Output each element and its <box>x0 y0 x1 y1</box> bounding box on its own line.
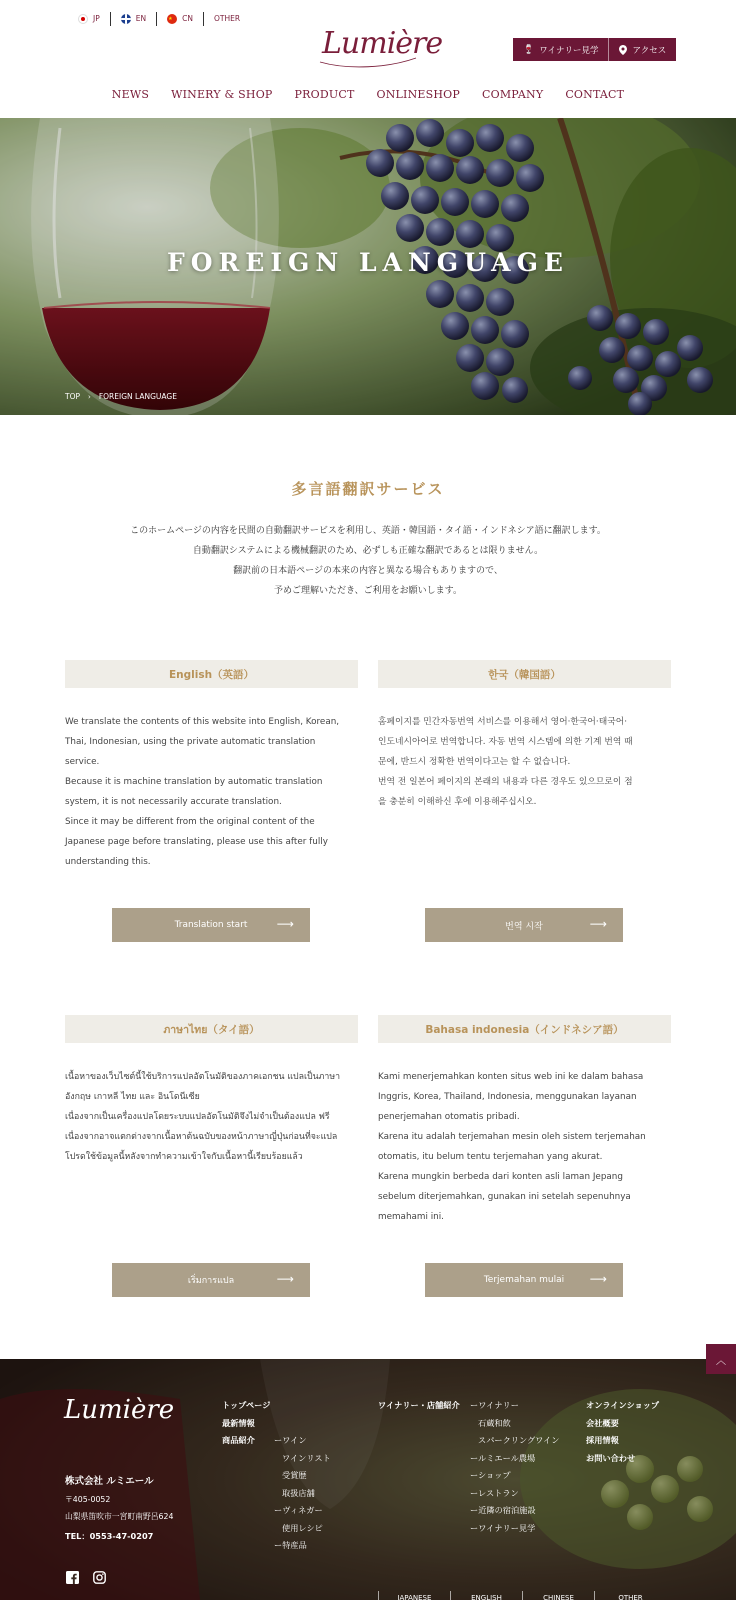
footer-link-winery[interactable]: ーワイナリー <box>470 1400 519 1410</box>
nav-contact[interactable]: CONTACT <box>565 88 625 101</box>
winery-tour-label: ワイナリー見学 <box>539 45 599 56</box>
footer-link-awards[interactable]: 受賞歴 <box>282 1470 307 1480</box>
english-translate-label: Translation start <box>174 920 248 930</box>
footer-link-stores[interactable]: 取扱店舗 <box>282 1487 315 1498</box>
footer-link-farm[interactable]: ールミエール農場 <box>470 1452 536 1463</box>
uk-flag-icon <box>121 14 131 24</box>
thai-card-body: เนื้อหาของเว็บไซต์นี้ใช้บริการแปลอัตโนมัติของภาคเอกชน แปลเป็นภาษา อังกฤษ เกาหลี ไทย และ อินโดนีเซีย เนื่องจากเป็นเครื่องแปลโดยระบบแปลอัตโนมัติจึงไม่จำเป็นต้องแปล ฟรี เนื่องจากอาจแตกต่างจากเนื้อหาต้นฉบับของหน้าภาษาญี่ปุ่นก่อนที่จะแปล โปรดใช้ข้อมูลนี้หลังจากทำความเข้าใจกับเนื้อหานี้เรียบร้อยแล้ว <box>65 1072 341 1162</box>
breadcrumb-current: FOREIGN LANGUAGE <box>98 392 177 401</box>
access-button[interactable] <box>608 38 676 61</box>
footer-address: 山梨県笛吹市一宮町南野呂624 <box>65 1512 174 1521</box>
page-top-button[interactable] <box>706 1344 736 1374</box>
footer-link-products[interactable]: 商品紹介 <box>222 1435 255 1445</box>
language-switcher <box>78 12 250 26</box>
indonesian-card-body: Kami menerjemahkan konten situs web ini ke dalam bahasa Inggris, Korea, Thailand, Indonesia, menggunakan layanan penerjemahan otomatis pribadi. Karena itu adalah terjemahan mesin oleh sistem terjemahan otomatis, itu belum tentu terjemahan yang akurat. Karena mungkin berbeda dari konten asli laman Jepang sebelum diterjemahkan, gunakan ini setelah sepenuhnya memahami ini. <box>378 1072 646 1222</box>
intro-text <box>0 521 736 601</box>
footer-lang-japanese[interactable]: JAPANESE <box>378 1591 450 1600</box>
page-title: FOREIGN LANGUAGE <box>167 248 569 277</box>
footer-link-wine[interactable]: ーワイン <box>274 1435 307 1445</box>
footer-winery-sublinks <box>470 1397 559 1537</box>
footer-products-sublinks <box>274 1432 331 1555</box>
access-label: アクセス <box>632 45 667 56</box>
indonesian-card-title: Bahasa indonesia（インドネシア語） <box>378 1015 671 1043</box>
instagram-link[interactable] <box>93 1569 106 1588</box>
footer-phone: TEL：0553-47-0207 <box>65 1531 154 1541</box>
arrow-right-icon: ⟶ <box>276 1272 294 1286</box>
breadcrumb <box>65 392 177 401</box>
footer-link-recipes[interactable]: 使用レシピ <box>282 1522 323 1533</box>
footer-language-links <box>378 1591 666 1600</box>
nav-winery-shop[interactable]: WINERY & SHOP <box>171 88 273 101</box>
chevron-right-icon: › <box>88 392 91 401</box>
hero-banner <box>0 118 736 415</box>
site-header <box>0 0 736 118</box>
footer-link-tour[interactable]: ーワイナリー見学 <box>470 1522 536 1533</box>
intro-line: 翻訳前の日本語ページの本来の内容と異なる場合もありますので、 <box>233 566 503 576</box>
thai-translate-button[interactable] <box>112 1263 310 1297</box>
korean-translate-button[interactable] <box>425 908 623 942</box>
footer-link-specialties[interactable]: ー特産品 <box>274 1540 307 1550</box>
english-card-body: We translate the contents of this website into English, Korean, Thai, Indonesian, using the private automatic translation service. Because it is machine translation by automatic translation system, it is not necessarily accurate translation. Since it may be different from the original content of the Japanese page before translating, please use this after fully understanding this. <box>65 717 340 867</box>
footer-logo[interactable]: Lumière <box>64 1395 175 1425</box>
thai-translate-label: เริ่มการแปล <box>187 1276 235 1286</box>
lang-en-link[interactable] <box>111 12 157 26</box>
thai-card <box>65 1015 358 1295</box>
footer-col-1 <box>222 1397 270 1450</box>
nav-news[interactable]: NEWS <box>111 88 150 101</box>
lang-jp-label: JP <box>93 14 100 23</box>
footer-company-name: 株式会社 ルミエール <box>65 1476 154 1487</box>
korean-card-title: 한국（韓国語） <box>378 660 671 688</box>
footer-link-company[interactable]: 会社概要 <box>586 1417 619 1428</box>
arrow-right-icon: ⟶ <box>589 917 607 931</box>
intro-line: 自動翻訳システムによる機械翻訳のため、必ずしも正確な翻訳であるとは限りません。 <box>192 546 544 556</box>
arrow-right-icon: ⟶ <box>276 917 294 931</box>
instagram-icon <box>93 1571 106 1584</box>
nav-product[interactable]: PRODUCT <box>294 88 355 101</box>
arrow-right-icon: ⟶ <box>589 1272 607 1286</box>
chevron-up-icon: ︿ <box>716 1355 726 1367</box>
lang-other-link[interactable] <box>204 12 250 26</box>
footer-link-lodging[interactable]: ー近隣の宿泊施設 <box>470 1505 536 1515</box>
footer-col-2 <box>378 1397 460 1415</box>
facebook-icon <box>66 1571 79 1584</box>
wine-glass-icon: 🍷 <box>523 44 535 55</box>
indonesian-card <box>378 1015 671 1295</box>
footer-link-restaurant[interactable]: ーレストラン <box>470 1487 519 1498</box>
footer-link-contact[interactable]: お問い合わせ <box>586 1452 636 1463</box>
english-card-title: English（英語） <box>65 660 358 688</box>
intro-line: このホームページの内容を民間の自動翻訳サービスを利用し、英語・韓国語・タイ語・インドネシア語に翻訳します。 <box>130 526 606 536</box>
indonesian-translate-button[interactable] <box>425 1263 623 1297</box>
lang-cn-link[interactable] <box>157 12 204 26</box>
footer-link-onlineshop[interactable]: オンラインショップ <box>586 1400 660 1410</box>
lang-cn-label: CN <box>182 14 193 23</box>
nav-onlineshop[interactable]: ONLINESHOP <box>376 88 460 101</box>
thai-card-title: ภาษาไทย（タイ語） <box>65 1015 358 1043</box>
footer-lang-english[interactable]: ENGLISH <box>450 1591 522 1600</box>
site-footer <box>0 1359 736 1600</box>
lang-jp-link[interactable] <box>78 12 111 26</box>
korean-card <box>378 660 671 940</box>
nav-company[interactable]: COMPANY <box>481 88 544 101</box>
footer-link-winery-shops[interactable]: ワイナリー・店舗紹介 <box>378 1400 460 1410</box>
lang-other-label: OTHER <box>213 14 241 23</box>
lang-en-label: EN <box>135 14 147 23</box>
header-buttons <box>513 38 676 61</box>
breadcrumb-top-link[interactable]: TOP <box>65 392 81 401</box>
english-translate-button[interactable] <box>112 908 310 942</box>
footer-link-vinegar[interactable]: ーヴィネガー <box>274 1505 323 1515</box>
footer-link-wine-list[interactable]: ワインリスト <box>282 1452 331 1463</box>
footer-social-links <box>66 1569 106 1588</box>
footer-col-3 <box>586 1397 659 1467</box>
footer-link-top[interactable]: トップページ <box>222 1400 271 1410</box>
intro-line: 予めご理解いただき、ご利用をお願いします。 <box>274 586 462 596</box>
footer-link-news[interactable]: 最新情報 <box>222 1417 255 1428</box>
map-pin-icon <box>619 45 627 55</box>
jp-flag-icon <box>78 14 88 24</box>
footer-zip: 〒405-0052 <box>65 1495 111 1504</box>
korean-card-body: 홈페이지를 민간자동번역 서비스를 이용해서 영어·한국어·태국어· 인도네시아어로 번역합니다. 자동 번역 시스템에 의한 기계 번역 때 문에, 반드시 정확한 번역이다고는 할 수 없습니다. 번역 전 일본어 페이지의 본래의 내용과 다른 경우도 있으므로이 점 을 충분히 이해하신 후에 이용해주십시오. <box>378 717 633 807</box>
facebook-link[interactable] <box>66 1569 79 1588</box>
footer-lang-chinese[interactable]: CHINESE <box>522 1591 594 1600</box>
cn-flag-icon <box>167 14 177 24</box>
logo-text: Lumière <box>322 26 443 61</box>
korean-translate-label: 번역 시작 <box>505 921 543 932</box>
winery-tour-button[interactable] <box>513 38 608 61</box>
footer-link-recruit[interactable]: 採用情報 <box>586 1435 619 1445</box>
footer-link-ishigura[interactable]: 石蔵和飲 <box>478 1417 511 1428</box>
section-title: 多言語翻訳サービス <box>291 480 445 498</box>
site-logo[interactable] <box>318 22 443 72</box>
indonesian-translate-label: Terjemahan mulai <box>483 1275 565 1285</box>
global-nav <box>0 88 736 101</box>
english-card <box>65 660 358 940</box>
footer-lang-other[interactable]: OTHER <box>594 1591 666 1600</box>
footer-link-shop[interactable]: ーショップ <box>470 1470 511 1480</box>
footer-link-sparkling[interactable]: スパークリングワイン <box>478 1435 560 1445</box>
